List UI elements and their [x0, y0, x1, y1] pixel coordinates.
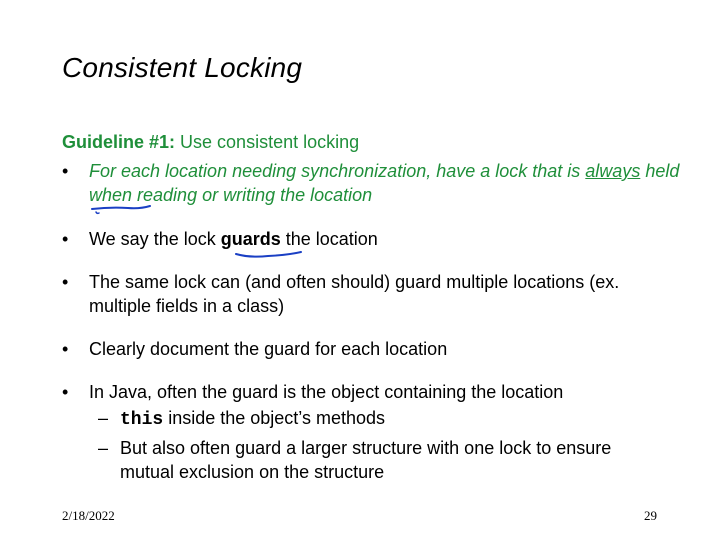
bullet-marker: • — [62, 339, 69, 359]
page-number: 29 — [644, 508, 657, 523]
sub-bullet-marker: – — [98, 408, 109, 428]
guideline-heading — [62, 132, 359, 153]
bullet-text: Clearly document the guard for each location — [89, 339, 448, 359]
ink-underline-always-tail — [96, 212, 99, 213]
emphasis-guards: guards — [220, 229, 281, 249]
bullet-text-part: held when reading or writing the location — [89, 161, 680, 205]
bullet-text: In Java, often the guard is the object containing the location — [89, 382, 564, 402]
emphasis-always: always — [585, 161, 641, 181]
code-keyword: this — [120, 410, 164, 430]
bullet-marker: • — [62, 161, 69, 181]
sub-bullet-text: But also often guard a larger structure with one lock to ensure mutual exclusion on the structure — [120, 438, 612, 482]
bullet-text — [89, 227, 689, 251]
bullet-marker: • — [62, 382, 69, 402]
footer-date: 2/18/2022 — [62, 508, 115, 523]
bullet-text: The same lock can (and often should) guard multiple locations (ex. multiple fields in a class) — [89, 272, 620, 316]
sub-bullet-text — [120, 406, 640, 432]
bullet-text-part: For each location needing synchronization, have a lock that is — [89, 161, 586, 181]
ink-underline-guards — [236, 252, 301, 257]
guideline-text: Use consistent locking — [175, 132, 360, 152]
bullet-text-part: the location — [280, 229, 378, 249]
bullet-marker: • — [62, 272, 69, 292]
sub-bullet-text-part: inside the object’s methods — [163, 408, 386, 428]
sub-bullet-marker: – — [98, 438, 109, 458]
bullet-text-part: We say the lock — [89, 229, 221, 249]
guideline-label: Guideline #1: — [62, 132, 176, 152]
bullet-text — [89, 159, 689, 207]
bullet-marker: • — [62, 229, 69, 249]
slide-title: Consistent Locking — [62, 52, 303, 83]
